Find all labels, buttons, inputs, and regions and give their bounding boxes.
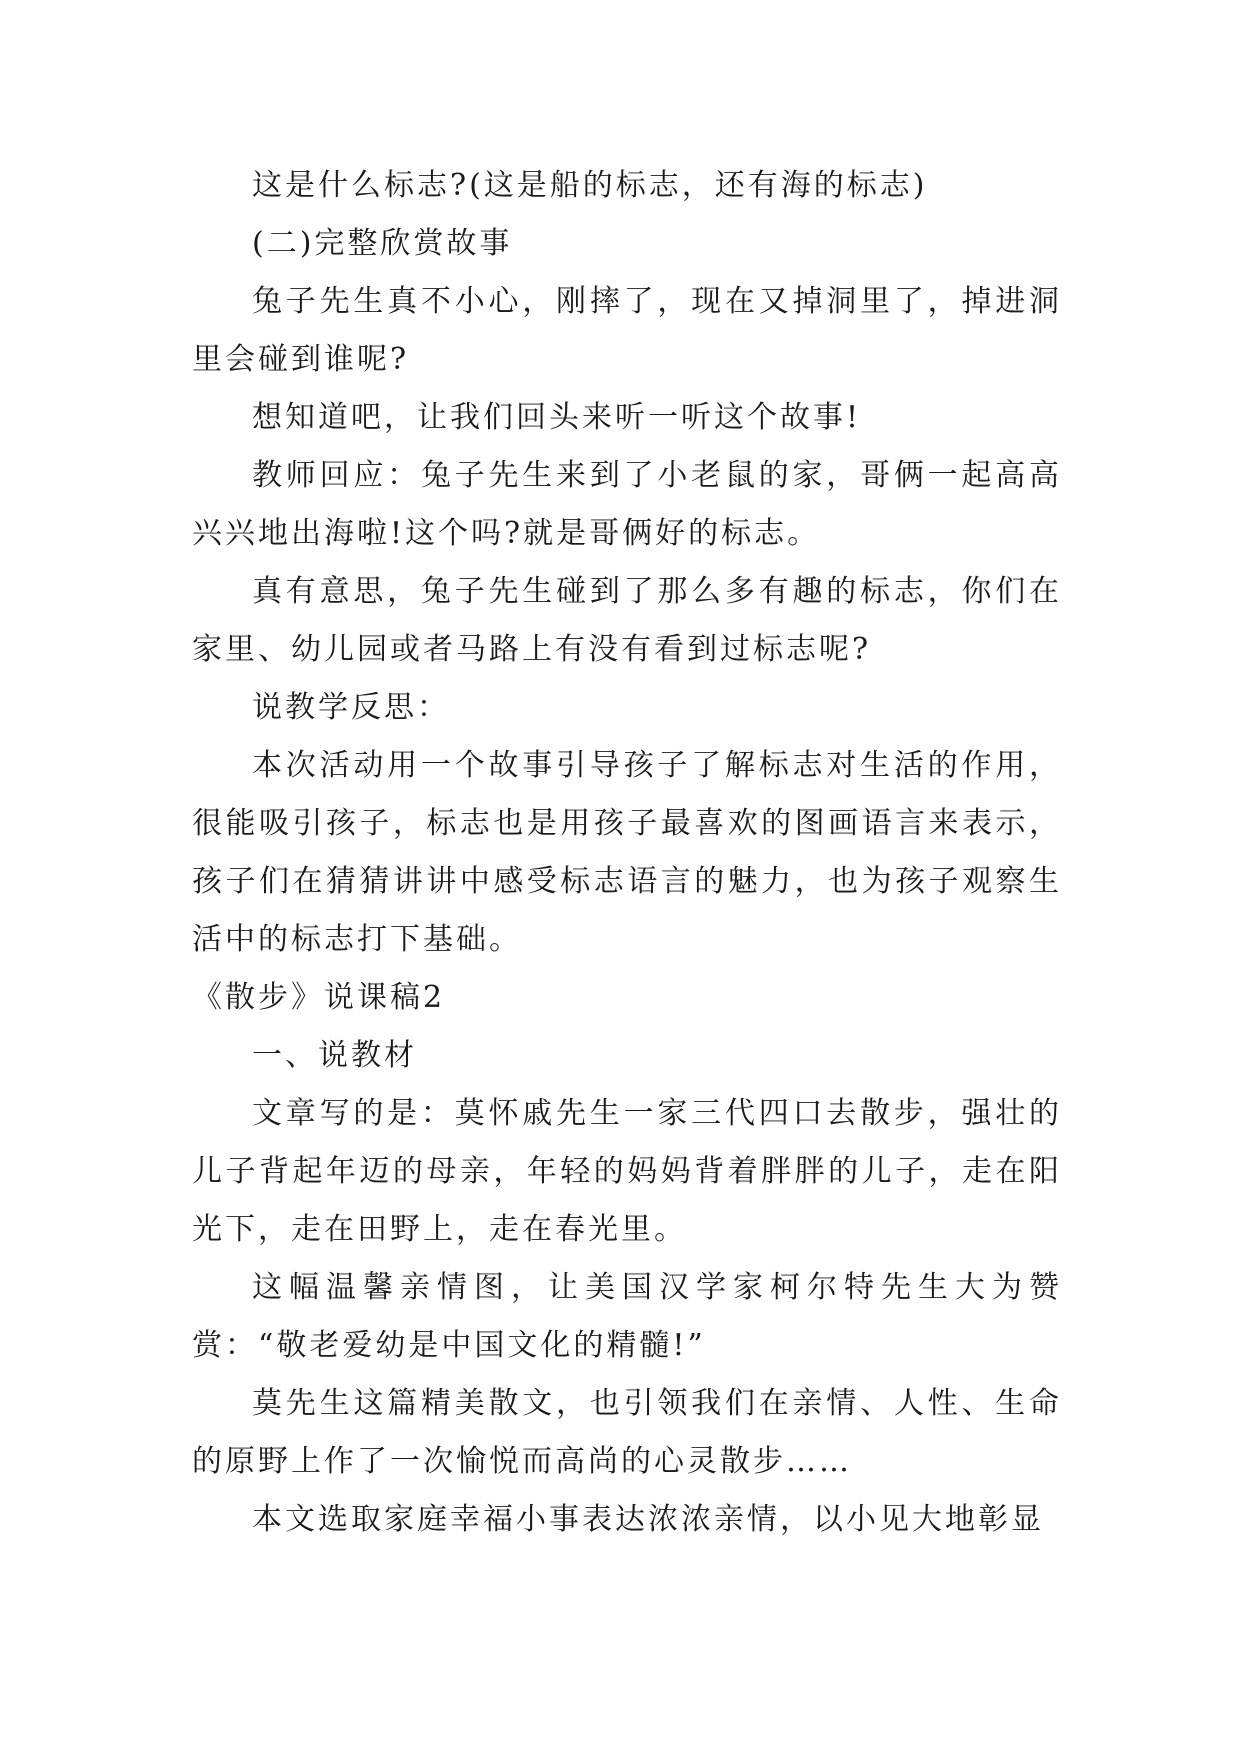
- section-heading: 说教学反思：: [252, 690, 450, 725]
- section-heading: (二)完整欣赏故事: [252, 226, 513, 261]
- paragraph: 莫先生这篇精美散文，也引领我们在亲情、人性、生命的原野上作了一次愉悦而高尚的心灵散步……: [192, 1386, 1062, 1479]
- document-body: [192, 157, 1062, 1549]
- paragraph: 想知道吧，让我们回头来听一听这个故事!: [252, 400, 862, 435]
- paragraph: 这是什么标志?(这是船的标志，还有海的标志): [252, 168, 928, 203]
- paragraph: 本次活动用一个故事引导孩子了解标志对生活的作用，很能吸引孩子，标志也是用孩子最喜欢的图画语言来表示，孩子们在猜猜讲讲中感受标志语言的魅力，也为孩子观察生活中的标志打下基础。: [192, 748, 1062, 957]
- paragraph: 本文选取家庭幸福小事表达浓浓亲情，以小见大地彰显: [252, 1502, 1044, 1537]
- paragraph: 教师回应：兔子先生来到了小老鼠的家，哥俩一起高高兴兴地出海啦!这个吗?就是哥俩好的标志。: [192, 458, 1062, 551]
- document-title: 《散步》说课稿2: [192, 980, 446, 1015]
- paragraph: 真有意思，兔子先生碰到了那么多有趣的标志，你们在家里、幼儿园或者马路上有没有看到过标志呢?: [192, 574, 1062, 667]
- section-heading: 一、说教材: [252, 1038, 417, 1073]
- paragraph: 文章写的是：莫怀戚先生一家三代四口去散步，强壮的儿子背起年迈的母亲，年轻的妈妈背着胖胖的儿子，走在阳光下，走在田野上，走在春光里。: [192, 1096, 1062, 1247]
- paragraph: 兔子先生真不小心，刚摔了，现在又掉洞里了，掉进洞里会碰到谁呢?: [192, 284, 1062, 377]
- paragraph: 这幅温馨亲情图，让美国汉学家柯尔特先生大为赞赏：“敬老爱幼是中国文化的精髓!”: [192, 1270, 1062, 1363]
